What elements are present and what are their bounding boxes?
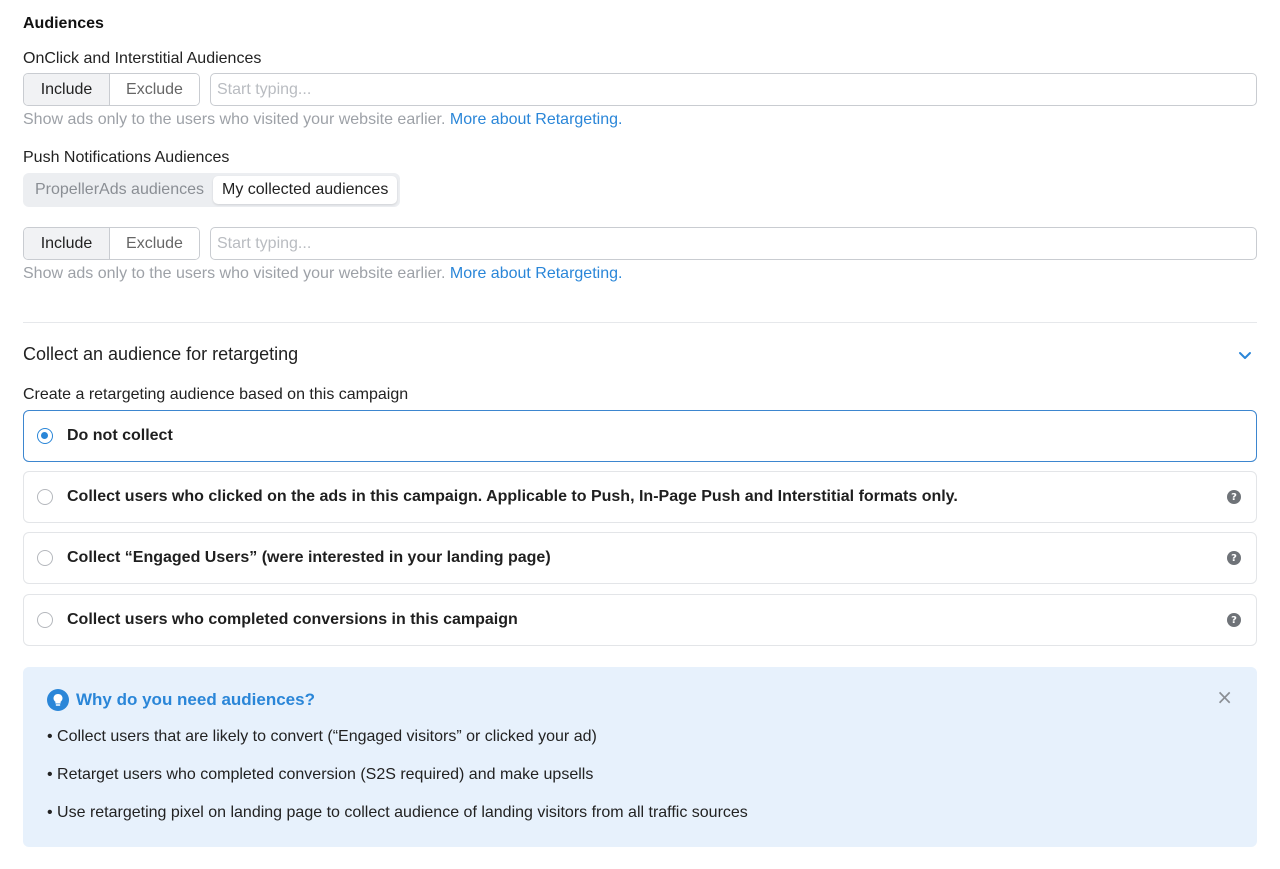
chevron-down-icon[interactable] bbox=[1236, 346, 1254, 364]
section-divider bbox=[23, 322, 1257, 323]
info-bullet: • Collect users that are likely to convert (“Engaged visitors” or clicked your ad) bbox=[47, 728, 597, 745]
radio-button[interactable] bbox=[37, 489, 53, 505]
info-title: Why do you need audiences? bbox=[76, 690, 315, 709]
option-do-not-collect[interactable] bbox=[23, 410, 1257, 462]
lightbulb-icon bbox=[47, 689, 69, 711]
push-include-button[interactable]: Include bbox=[24, 228, 110, 259]
onclick-exclude-button[interactable]: Exclude bbox=[110, 74, 199, 105]
audiences-title: Audiences bbox=[23, 15, 104, 32]
radio-button-selected[interactable] bbox=[37, 428, 53, 444]
onclick-audience-input[interactable] bbox=[210, 73, 1257, 106]
radio-button[interactable] bbox=[37, 612, 53, 628]
tab-propellerads-audiences[interactable]: PropellerAds audiences bbox=[35, 181, 204, 198]
push-hint bbox=[23, 265, 622, 283]
push-retargeting-link[interactable]: More about Retargeting. bbox=[449, 265, 623, 282]
info-bullet: • Use retargeting pixel on landing page to collect audience of landing visitors from all traffic sources bbox=[47, 804, 748, 821]
push-audiences-label: Push Notifications Audiences bbox=[23, 149, 230, 166]
close-icon[interactable]: × bbox=[1216, 685, 1233, 709]
question-icon[interactable]: ? bbox=[1227, 613, 1241, 627]
push-exclude-button[interactable]: Exclude bbox=[110, 228, 199, 259]
option-collect-engaged-users[interactable] bbox=[23, 532, 1257, 584]
collect-subtitle: Create a retargeting audience based on this campaign bbox=[23, 386, 409, 403]
question-icon[interactable]: ? bbox=[1227, 551, 1241, 565]
onclick-include-exclude-toggle bbox=[23, 73, 200, 106]
collect-audience-title: Collect an audience for retargeting bbox=[23, 344, 299, 364]
option-label: Do not collect bbox=[67, 427, 173, 444]
onclick-hint-text: Show ads only to the users who visited your website earlier. bbox=[23, 111, 450, 128]
onclick-hint bbox=[23, 111, 622, 129]
push-include-exclude-toggle bbox=[23, 227, 200, 260]
onclick-retargeting-link[interactable]: More about Retargeting. bbox=[449, 111, 623, 128]
push-audience-source-tabs bbox=[23, 173, 400, 207]
push-hint-text: Show ads only to the users who visited your website earlier. bbox=[23, 265, 450, 282]
radio-button[interactable] bbox=[37, 550, 53, 566]
onclick-audiences-label: OnClick and Interstitial Audiences bbox=[23, 50, 262, 67]
option-label: Collect “Engaged Users” (were interested in your landing page) bbox=[67, 549, 551, 566]
option-label: Collect users who clicked on the ads in this campaign. Applicable to Push, In-Page Push and Interstitial formats only. bbox=[67, 488, 958, 505]
info-box bbox=[23, 667, 1257, 847]
push-audience-input[interactable] bbox=[210, 227, 1257, 260]
question-icon[interactable]: ? bbox=[1227, 490, 1241, 504]
tab-my-collected-audiences[interactable]: My collected audiences bbox=[213, 176, 397, 204]
info-bullet: • Retarget users who completed conversion (S2S required) and make upsells bbox=[47, 766, 594, 783]
onclick-include-button[interactable]: Include bbox=[24, 74, 110, 105]
option-collect-converted-users[interactable] bbox=[23, 594, 1257, 646]
option-label: Collect users who completed conversions in this campaign bbox=[67, 611, 518, 628]
option-collect-clicked-users[interactable] bbox=[23, 471, 1257, 523]
